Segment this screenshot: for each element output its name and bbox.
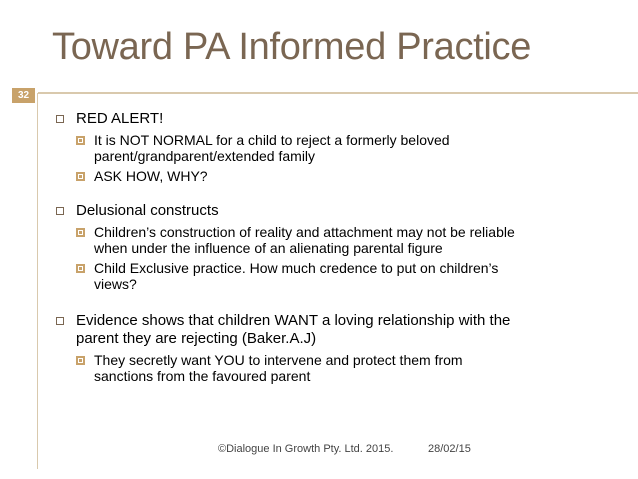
- sub-bullet-line: parent/grandparent/extended family: [94, 148, 316, 164]
- sub-bullet-line: Child Exclusive practice. How much credence to put on children’s: [94, 260, 499, 276]
- sub-bullet: [48, 260, 623, 292]
- sub-bullet: [48, 352, 623, 384]
- slide-content: [48, 110, 623, 384]
- sub-bullet: [48, 224, 623, 256]
- slide-number-badge: 32: [12, 88, 35, 103]
- sub-bullet: [48, 132, 623, 164]
- sub-bullet-line: when under the influence of an alienating parental figure: [94, 240, 443, 256]
- bullet-text-line: parent they are rejecting (Baker.A.J): [76, 330, 317, 347]
- square-bullet-icon: [76, 264, 85, 273]
- title-divider: [38, 92, 638, 94]
- sub-bullet-line: ASK HOW, WHY?: [94, 168, 208, 184]
- sub-bullet-line: sanctions from the favoured parent: [94, 368, 311, 384]
- footer-copyright: ©Dialogue In Growth Pty. Ltd. 2015.: [218, 443, 394, 455]
- bullet-text: RED ALERT!: [76, 110, 164, 127]
- square-bullet-icon: [76, 228, 85, 237]
- sub-bullet-line: Children’s construction of reality and attachment may not be reliable: [94, 224, 515, 240]
- sub-bullet: [48, 168, 623, 184]
- square-bullet-icon: [56, 317, 64, 325]
- bullet-delusional-constructs: [48, 202, 623, 220]
- bullet-text: Delusional constructs: [76, 202, 219, 219]
- left-rule: [37, 93, 38, 469]
- square-bullet-icon: [76, 136, 85, 145]
- sub-bullet-line: It is NOT NORMAL for a child to reject a formerly beloved: [94, 132, 450, 148]
- sub-bullet-line: views?: [94, 276, 137, 292]
- slide-title: Toward PA Informed Practice: [52, 26, 532, 68]
- bullet-red-alert: [48, 110, 623, 128]
- bullet-text-line: Evidence shows that children WANT a loving relationship with the: [76, 312, 511, 329]
- square-bullet-icon: [76, 356, 85, 365]
- sub-bullet-line: They secretly want YOU to intervene and protect them from: [94, 352, 463, 368]
- square-bullet-icon: [56, 115, 64, 123]
- footer-date: 28/02/15: [428, 443, 471, 455]
- square-bullet-icon: [76, 172, 85, 181]
- bullet-evidence: [48, 312, 623, 348]
- square-bullet-icon: [56, 207, 64, 215]
